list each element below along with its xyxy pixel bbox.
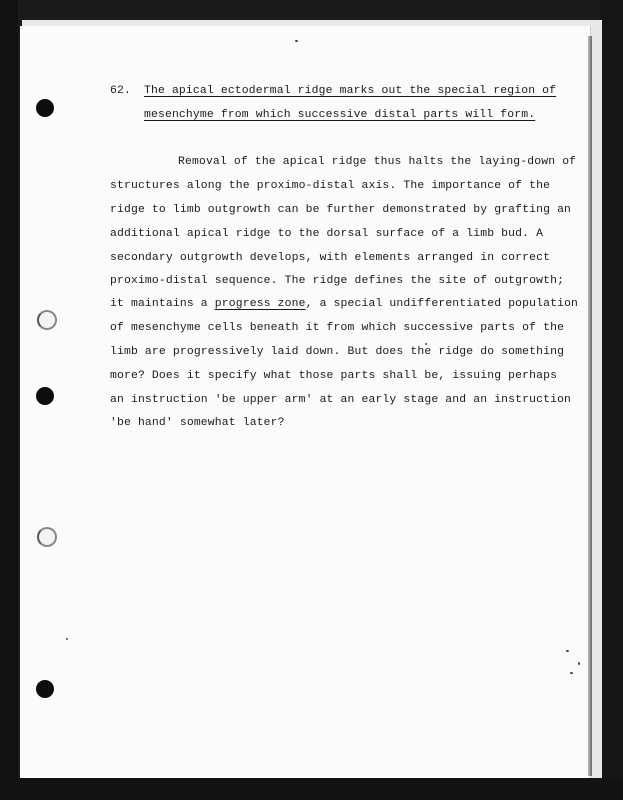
scan-speck: [66, 638, 68, 640]
paragraph-line-9: limb are progressively laid down. But does the ridge do something: [110, 346, 565, 358]
section-heading-line-2: mesenchyme from which successive distal parts will form.: [144, 109, 536, 121]
paragraph-line-2: structures along the proximo-distal axis. The importance of the: [110, 180, 551, 192]
paragraph-line-4: additional apical ridge to the dorsal surface of a limb bud. A: [110, 228, 544, 240]
punch-hole-ghost-2: [37, 527, 57, 547]
scan-speck: [295, 40, 298, 42]
progress-zone-term: progress zone: [214, 298, 306, 310]
punch-hole-1: [36, 99, 54, 117]
page-edge-shadow: [588, 36, 592, 776]
scan-speck: [570, 672, 573, 674]
line-7-suffix: , a special undifferentiated population: [305, 298, 579, 310]
paragraph-line-8: of mesenchyme cells beneath it from which successive parts of the: [110, 322, 565, 334]
scan-speck: [578, 662, 580, 665]
scan-border-right: [600, 0, 623, 800]
scan-border-left: [0, 0, 18, 800]
punch-hole-ghost-1: [37, 310, 57, 330]
paragraph-line-7: [110, 298, 578, 310]
scan-speck: [566, 650, 569, 652]
paragraph-line-11: an instruction 'be upper arm' at an early stage and an instruction: [110, 394, 572, 406]
section-heading-line-1: The apical ectodermal ridge marks out the special region of: [144, 85, 557, 97]
line-7-prefix: it maintains a: [110, 298, 215, 310]
paragraph-line-6: proximo-distal sequence. The ridge defines the site of outgrowth;: [110, 275, 565, 287]
scan-border-bottom: [0, 778, 623, 800]
punch-hole-3: [36, 680, 54, 698]
paragraph-line-3: ridge to limb outgrowth can be further demonstrated by grafting an: [110, 204, 572, 216]
section-number: 62.: [110, 85, 131, 97]
paragraph-line-5: secondary outgrowth develops, with elements arranged in correct: [110, 252, 551, 264]
paragraph-line-10: more? Does it specify what those parts shall be, issuing perhaps: [110, 370, 558, 382]
paragraph-line-12: 'be hand' somewhat later?: [110, 417, 285, 429]
paragraph-line-1: Removal of the apical ridge thus halts the laying-down of: [178, 156, 577, 168]
punch-hole-2: [36, 387, 54, 405]
scan-speck: [425, 343, 427, 345]
